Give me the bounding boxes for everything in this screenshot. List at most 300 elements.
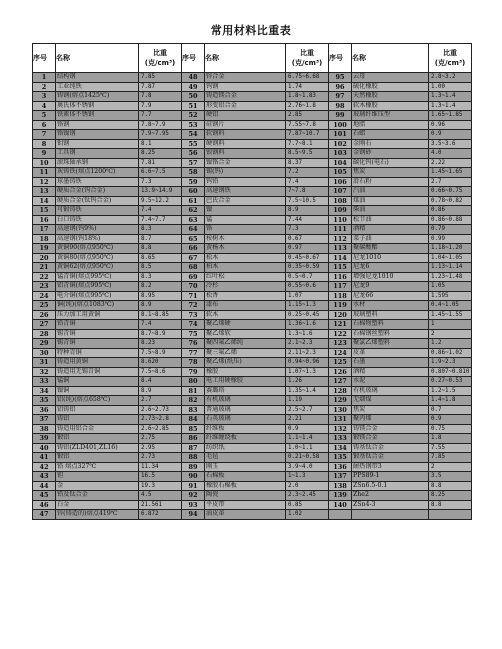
material-name: 银钢料: [205, 149, 286, 159]
row-number: 131: [329, 415, 352, 425]
specific-gravity: 0.4~1.05: [429, 301, 472, 311]
material-name: 铁素体不锈钢: [56, 111, 139, 121]
specific-gravity: 0.21~0.58: [286, 453, 329, 463]
material-name: 钽: [56, 472, 139, 482]
row-number: 121: [329, 320, 352, 330]
row-number: 73: [182, 310, 205, 320]
row-number: 117: [329, 282, 352, 292]
material-name: 焦炭: [352, 168, 429, 178]
specific-gravity: 0.807~0.810: [429, 367, 472, 377]
row-number: 81: [182, 386, 205, 396]
table-row: [33, 301, 472, 311]
row-number: 44: [33, 481, 56, 491]
table-row: [33, 149, 472, 159]
specific-gravity: [429, 510, 472, 520]
header-specific-gravity: 比重 (克/cm³): [139, 44, 182, 73]
specific-gravity: 7.81: [139, 158, 182, 168]
material-name: 铅及钛合金: [56, 491, 139, 501]
row-number: 76: [182, 339, 205, 349]
material-name: 铬镍钢: [56, 130, 139, 140]
row-number: 55: [182, 139, 205, 149]
material-name: 高速钢铁: [205, 187, 286, 197]
material-name: 碳化钨(电石): [352, 158, 429, 168]
row-number: 63: [182, 215, 205, 225]
row-number: 107: [329, 187, 352, 197]
row-number: 6: [33, 120, 56, 130]
material-name: 锡(钨): [205, 168, 286, 178]
row-number: 69: [182, 272, 205, 282]
specific-gravity: 19.3: [139, 481, 182, 491]
specific-gravity: 7.2: [286, 168, 329, 178]
row-number: 60: [182, 187, 205, 197]
table-row: [33, 491, 472, 501]
table-row: [33, 386, 472, 396]
row-number: 137: [329, 472, 352, 482]
row-number: 133: [329, 434, 352, 444]
material-name: 尼龙6: [352, 263, 429, 273]
specific-gravity: 0.35~0.59: [286, 263, 329, 273]
row-number: 27: [33, 320, 56, 330]
material-name: 毛毡: [205, 453, 286, 463]
specific-gravity: 8.23: [139, 339, 182, 349]
row-number: 87: [182, 443, 205, 453]
specific-gravity: 0.86~1.02: [429, 348, 472, 358]
row-number: 79: [182, 367, 205, 377]
material-name: 巴氏合金: [205, 196, 286, 206]
material-name: 天然橡胶: [352, 92, 429, 102]
material-name: 石墨: [352, 358, 429, 368]
material-name: 尼龙66: [352, 291, 429, 301]
material-name: 滑石粉: [352, 177, 429, 187]
row-number: 54: [182, 130, 205, 140]
row-number: 100: [329, 120, 352, 130]
row-number: 25: [33, 301, 56, 311]
material-name: 聚碳酸酯: [352, 244, 429, 254]
row-number: 106: [329, 177, 352, 187]
specific-gravity: 2: [429, 329, 472, 339]
material-name: 铅 熔点327℃: [56, 462, 139, 472]
specific-gravity: 7.3: [139, 177, 182, 187]
specific-gravity: 1: [429, 320, 472, 330]
specific-gravity: 8.7: [139, 234, 182, 244]
specific-gravity: 0.45~0.67: [286, 253, 329, 263]
specific-gravity: 1.1~1.4: [286, 434, 329, 444]
material-name: 橡胶石棉板: [205, 481, 286, 491]
row-number: 29: [33, 339, 56, 349]
specific-gravity: 1.4~1.8: [429, 396, 472, 406]
specific-gravity: 8.5~9.5: [286, 149, 329, 159]
material-name: 灰铸铁(熔点1200℃): [56, 168, 139, 178]
row-number: 68: [182, 263, 205, 273]
row-number: 130: [329, 405, 352, 415]
specific-gravity: 1.3~1.6: [286, 329, 329, 339]
material-name: 铸造用无锡青铜: [56, 367, 139, 377]
material-name: 软钢料: [205, 130, 286, 140]
specific-gravity: 2.8~3.2: [429, 73, 472, 83]
row-number: 84: [182, 415, 205, 425]
row-number: 110: [329, 215, 352, 225]
row-number: 21: [33, 263, 56, 273]
specific-gravity: 0.27~0.53: [429, 377, 472, 387]
row-number: 41: [33, 453, 56, 463]
row-number: 78: [182, 358, 205, 368]
specific-gravity: 16.5: [139, 472, 182, 482]
header-no: 序号: [329, 44, 352, 73]
row-number: 104: [329, 158, 352, 168]
row-number: 132: [329, 424, 352, 434]
row-number: 32: [33, 367, 56, 377]
row-number: 65: [182, 234, 205, 244]
specific-gravity: 0.7: [429, 405, 472, 415]
specific-gravity: 2.11~2.3: [286, 348, 329, 358]
row-number: 85: [182, 424, 205, 434]
material-name: 锻基钛合金: [352, 453, 429, 463]
specific-gravity: 1.36~1.6: [286, 320, 329, 330]
table-row: [33, 339, 472, 349]
table-body: [33, 73, 472, 520]
row-number: 70: [182, 282, 205, 292]
material-name: 钨钢: [205, 82, 286, 92]
material-name: 聚乙烯软: [205, 329, 286, 339]
material-name: 耐热钢带3: [352, 462, 429, 472]
specific-gravity: 1.65~1.85: [429, 111, 472, 121]
table-row: [33, 310, 472, 320]
specific-gravity: 1.45~1.65: [429, 168, 472, 178]
material-name: Zhe2: [352, 491, 429, 501]
specific-gravity: 1.74: [286, 82, 329, 92]
material-name: 工具钢: [56, 149, 139, 159]
row-number: 37: [33, 415, 56, 425]
material-name: 铸造用黄铜: [56, 358, 139, 368]
row-number: 24: [33, 291, 56, 301]
material-name: 云母: [352, 73, 429, 83]
specific-gravity: 0.86~0.88: [429, 215, 472, 225]
specific-gravity: 7.9~7.95: [139, 130, 182, 140]
material-name: 高速钢(钨9%): [56, 225, 139, 235]
material-name: 聚三氟乙烯: [205, 348, 286, 358]
specific-gravity: 8.9: [139, 301, 182, 311]
table-row: [33, 111, 472, 121]
row-number: 59: [182, 177, 205, 187]
specific-gravity: 1.00: [429, 82, 472, 92]
specific-gravity: 0.55~0.6: [286, 282, 329, 292]
specific-gravity: 2.73~2.8: [139, 415, 182, 425]
specific-gravity: 2.7: [429, 177, 472, 187]
table-row: [33, 291, 472, 301]
specific-gravity: 8.65: [139, 253, 182, 263]
row-number: 122: [329, 329, 352, 339]
specific-gravity: 2.5~2.7: [286, 405, 329, 415]
row-number: 116: [329, 272, 352, 282]
material-name: 地腊: [352, 120, 429, 130]
row-number: 23: [33, 282, 56, 292]
table-row: [33, 196, 472, 206]
row-number: 139: [329, 491, 352, 501]
specific-gravity: 1~1.3: [286, 472, 329, 482]
table-row: [33, 225, 472, 235]
specific-gravity: 1.8~1.83: [286, 92, 329, 102]
material-name: 纺织纸: [205, 443, 286, 453]
row-number: 4: [33, 101, 56, 111]
header-name: 名称: [205, 44, 286, 73]
material-name: 硅钢片: [205, 120, 286, 130]
material-name: 钨铅: [205, 177, 286, 187]
row-number: 95: [329, 73, 352, 83]
row-number: 124: [329, 348, 352, 358]
material-name: 焦炭: [352, 405, 429, 415]
material-name: 红叶松: [205, 272, 286, 282]
row-number: 2: [33, 82, 56, 92]
material-name: 聚乙烯(纸压): [205, 358, 286, 368]
table-row: [33, 263, 472, 273]
specific-gravity: 0.86: [429, 206, 472, 216]
row-number: 40: [33, 443, 56, 453]
specific-gravity: 1.2: [429, 339, 472, 349]
row-number: [329, 510, 352, 520]
material-name: 橡胶: [205, 367, 286, 377]
table-row: [33, 158, 472, 168]
row-number: 91: [182, 481, 205, 491]
row-number: 138: [329, 481, 352, 491]
material-name: 锌合金: [205, 73, 286, 83]
row-number: 12: [33, 177, 56, 187]
material-name: 柏木: [205, 263, 286, 273]
material-name: 有机玻璃: [352, 386, 429, 396]
specific-gravity: 3.5~3.6: [429, 139, 472, 149]
specific-gravity: 0.96: [429, 120, 472, 130]
specific-gravity: 0.5~0.7: [286, 272, 329, 282]
material-name: 铸造用铝合金: [56, 424, 139, 434]
row-number: 38: [33, 424, 56, 434]
row-number: 120: [329, 310, 352, 320]
row-number: 47: [33, 510, 56, 520]
row-number: 17: [33, 225, 56, 235]
material-name: 玻璃纤维压型: [352, 111, 429, 121]
specific-gravity: 7.85: [429, 453, 472, 463]
specific-gravity: 0.85: [286, 500, 329, 510]
table-row: [33, 348, 472, 358]
material-name: 高速钢(钨18%): [56, 234, 139, 244]
specific-gravity: 7.5~8.6: [139, 367, 182, 377]
header-name: 名称: [56, 44, 139, 73]
material-name: 松节油: [352, 215, 429, 225]
specific-gravity: 1.05: [429, 282, 472, 292]
row-number: 127: [329, 377, 352, 387]
material-name: 石棉物塑料: [352, 320, 429, 330]
row-number: 108: [329, 196, 352, 206]
specific-gravity: 11.34: [139, 462, 182, 472]
density-table: [32, 43, 472, 520]
specific-gravity: 7.7: [139, 111, 182, 121]
specific-gravity: 1.23~1.48: [429, 272, 472, 282]
material-name: 锰青铜(熔点995℃): [56, 272, 139, 282]
row-number: 20: [33, 253, 56, 263]
material-name: 硫化橡胶: [352, 82, 429, 92]
row-number: 83: [182, 405, 205, 415]
table-row: [33, 424, 472, 434]
specific-gravity: 8.9: [286, 206, 329, 216]
row-number: 53: [182, 120, 205, 130]
table-row: [33, 443, 472, 453]
specific-gravity: 8.37: [286, 158, 329, 168]
table-row: [33, 282, 472, 292]
specific-gravity: 1.26: [286, 377, 329, 387]
row-number: 30: [33, 348, 56, 358]
row-number: 113: [329, 244, 352, 254]
row-number: 16: [33, 215, 56, 225]
material-name: 软木: [205, 310, 286, 320]
material-name: 硬质合金(钨合金): [56, 187, 139, 197]
material-name: 镍铜: [56, 386, 139, 396]
specific-gravity: 8.8: [429, 481, 472, 491]
specific-gravity: 1.07~1.3: [286, 367, 329, 377]
specific-gravity: 4.5: [139, 491, 182, 501]
specific-gravity: 2.85: [286, 111, 329, 121]
material-name: 松香: [205, 291, 286, 301]
material-name: 电工用硬橡胶: [205, 377, 286, 387]
material-name: 压力加工用黄铜: [56, 310, 139, 320]
row-number: 57: [182, 158, 205, 168]
row-number: 80: [182, 377, 205, 387]
specific-gravity: 1.13~1.14: [429, 263, 472, 273]
specific-gravity: 3.5: [429, 472, 472, 482]
material-name: ZSn4-3: [352, 500, 429, 510]
material-name: 柴油: [352, 206, 429, 216]
table-row: [33, 73, 472, 83]
table-row: [33, 415, 472, 425]
specific-gravity: 8.25: [139, 149, 182, 159]
row-number: 34: [33, 386, 56, 396]
table-row: [33, 120, 472, 130]
specific-gravity: 2.75: [139, 434, 182, 444]
table-row: [33, 434, 472, 444]
material-name: 铜(纯)(熔点1083℃): [56, 301, 139, 311]
table-row: [33, 481, 472, 491]
specific-gravity: 1.0~1.1: [286, 443, 329, 453]
material-name: 铬: [205, 225, 286, 235]
header-specific-gravity: 比重 (克/cm³): [286, 44, 329, 73]
specific-gravity: 7.7~8.1: [286, 139, 329, 149]
material-name: 黄杨木: [205, 244, 286, 254]
specific-gravity: 21.561: [139, 500, 182, 510]
row-number: 14: [33, 196, 56, 206]
row-number: 52: [182, 111, 205, 121]
material-name: 可锻铸铁: [56, 206, 139, 216]
row-number: 93: [182, 500, 205, 510]
header-specific-gravity: 比重 (克/cm³): [429, 44, 472, 73]
material-name: 聚乙烯硬: [205, 320, 286, 330]
material-name: 油皮革: [205, 510, 286, 520]
table-row: [33, 177, 472, 187]
row-number: 123: [329, 339, 352, 349]
table-row: [33, 253, 472, 263]
material-name: 铝(纯)(熔点658℃): [56, 396, 139, 406]
specific-gravity: 0.75: [429, 424, 472, 434]
row-number: 125: [329, 358, 352, 368]
specific-gravity: 1.45~1.55: [429, 310, 472, 320]
material-name: 锡青铜: [56, 329, 139, 339]
specific-gravity: 0.66~0.75: [429, 187, 472, 197]
material-name: 酒精: [352, 225, 429, 235]
specific-gravity: 6.6~7.5: [139, 168, 182, 178]
material-name: 镍: [205, 206, 286, 216]
row-number: 56: [182, 149, 205, 159]
row-number: 19: [33, 244, 56, 254]
specific-gravity: 8.8: [139, 244, 182, 254]
row-number: 86: [182, 434, 205, 444]
material-name: 锻铝: [56, 434, 139, 444]
material-name: 铬钢: [56, 120, 139, 130]
material-name: 普通玻璃: [205, 405, 286, 415]
material-name: 水材: [352, 301, 429, 311]
specific-gravity: 1.3~1.4: [429, 101, 472, 111]
row-number: 46: [33, 500, 56, 510]
specific-gravity: 0.9: [429, 415, 472, 425]
specific-gravity: 7.5~8.9: [139, 348, 182, 358]
row-number: 1: [33, 73, 56, 83]
specific-gravity: 1.2~1.5: [429, 386, 472, 396]
row-number: 114: [329, 253, 352, 263]
material-name: 增强尼龙1010: [352, 272, 429, 282]
material-name: 铸铝: [56, 415, 139, 425]
specific-gravity: 8.4: [139, 377, 182, 387]
material-name: 聚四氟乙烯纯: [205, 339, 286, 349]
row-number: 45: [33, 491, 56, 501]
specific-gravity: 1.9~2.3: [429, 358, 472, 368]
material-name: 聚氯乙烯塑料: [352, 339, 429, 349]
material-name: 滚珠轴承钢: [56, 158, 139, 168]
row-number: 71: [182, 291, 205, 301]
row-number: 94: [182, 510, 205, 520]
row-number: 136: [329, 462, 352, 472]
specific-gravity: 7.3: [286, 225, 329, 235]
specific-gravity: 0.9: [286, 424, 329, 434]
material-name: 电介铜(熔点995℃): [56, 291, 139, 301]
specific-gravity: 1.19: [286, 396, 329, 406]
material-name: 石英玻璃: [205, 415, 286, 425]
table-row: [33, 82, 472, 92]
specific-gravity: 1.595: [429, 291, 472, 301]
specific-gravity: 0.79: [429, 225, 472, 235]
specific-gravity: 3.9~4.0: [286, 462, 329, 472]
header-name: 名称: [352, 44, 429, 73]
specific-gravity: 9.5~12.2: [139, 196, 182, 206]
material-name: 钼钢: [56, 139, 139, 149]
row-number: 99: [329, 111, 352, 121]
header-no: 序号: [33, 44, 56, 73]
row-number: 90: [182, 472, 205, 482]
material-name: 金刚石: [352, 139, 429, 149]
row-number: 102: [329, 139, 352, 149]
specific-gravity: 0.99: [429, 234, 472, 244]
material-name: 锡青铜: [56, 339, 139, 349]
specific-gravity: 1.8: [429, 434, 472, 444]
table-header-row: [33, 44, 472, 73]
specific-gravity: 7.87~10.7: [286, 130, 329, 140]
specific-gravity: 2.95: [139, 443, 182, 453]
row-number: 134: [329, 443, 352, 453]
row-number: 18: [33, 234, 56, 244]
row-number: 58: [182, 168, 205, 178]
specific-gravity: 4.0: [429, 149, 472, 159]
specific-gravity: 7~7.8: [286, 187, 329, 197]
row-number: 39: [33, 434, 56, 444]
table-row: [33, 215, 472, 225]
material-name: 煤油: [352, 196, 429, 206]
specific-gravity: 7.4: [286, 177, 329, 187]
specific-gravity: 1.04~1.05: [429, 253, 472, 263]
material-name: 菜子油: [352, 234, 429, 244]
